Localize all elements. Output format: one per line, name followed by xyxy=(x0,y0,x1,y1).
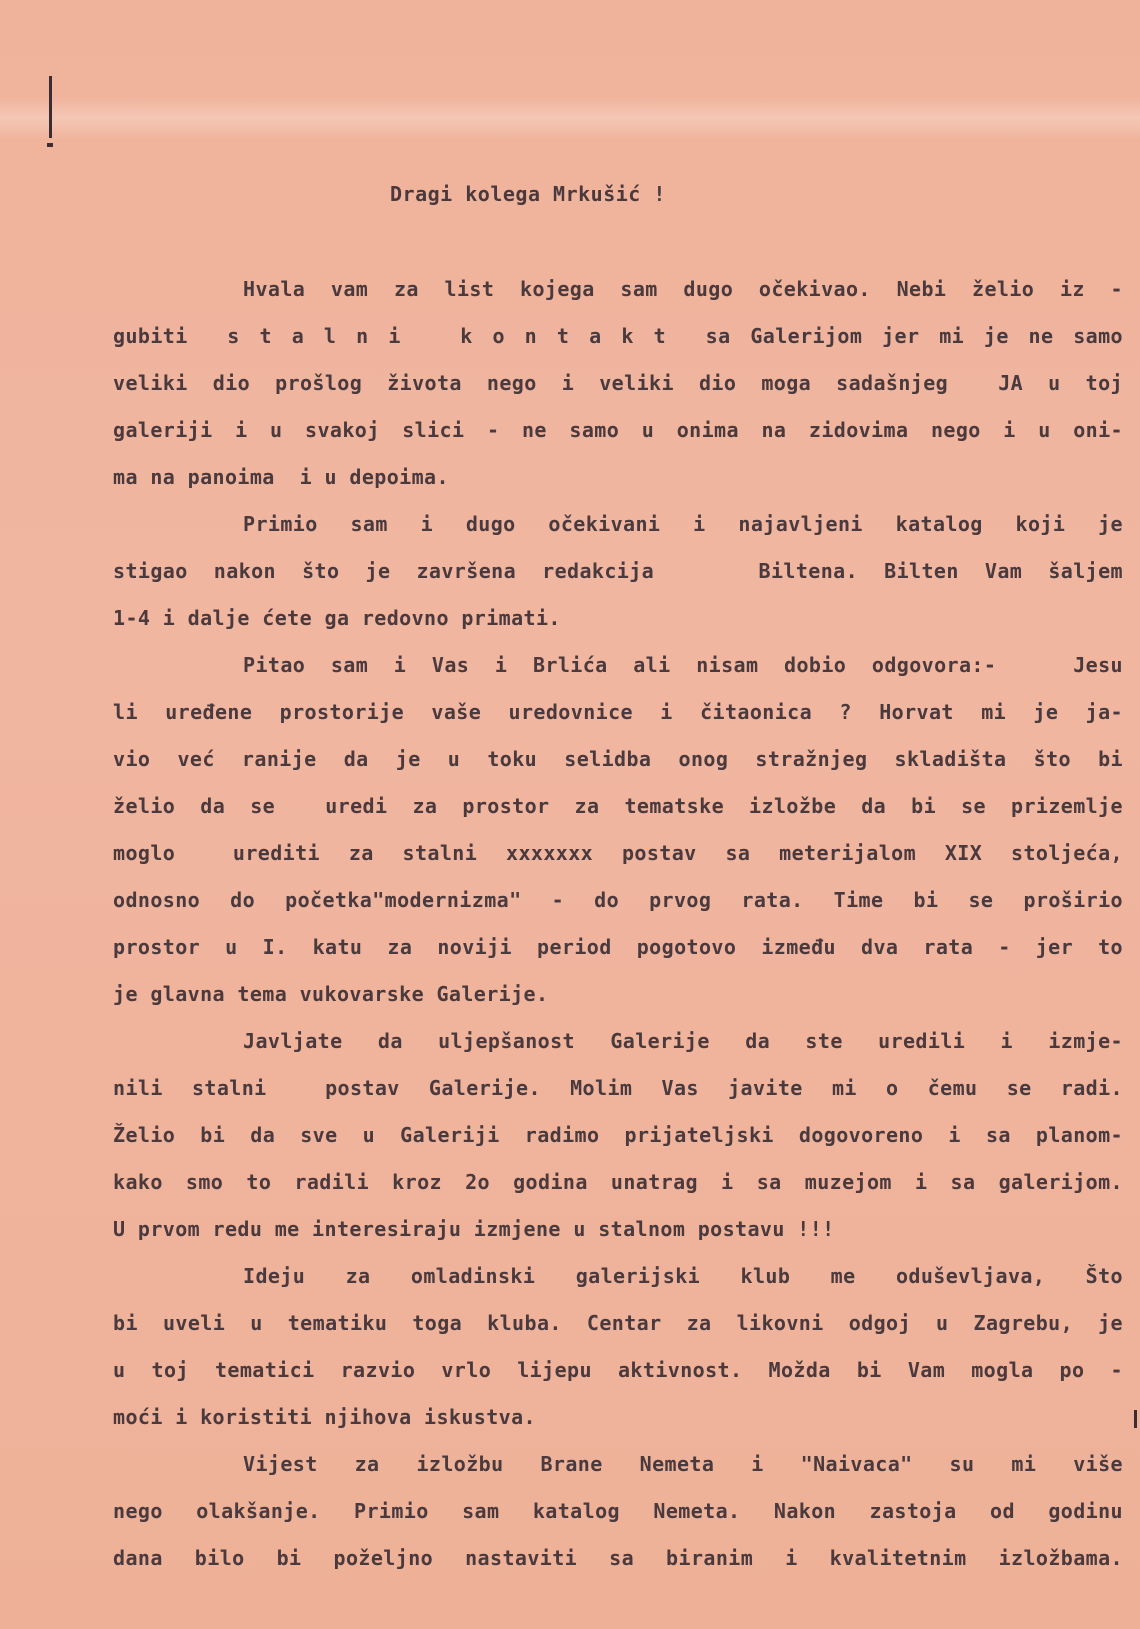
letter-line: bi uveli u tematiku toga kluba. Centar za likovni odgoj u Zagrebu, je xyxy=(113,1311,1123,1335)
salutation: Dragi kolega Mrkušić ! xyxy=(390,182,666,206)
letter-line: nili stalni postav Galerije. Molim Vas javite mi o čemu se radi. xyxy=(113,1076,1123,1100)
letter-line: Primio sam i dugo očekivani i najavljeni katalog koji je xyxy=(243,512,1123,536)
letter-line: moći i koristiti njihova iskustva. xyxy=(113,1405,536,1429)
letter-line: veliki dio prošlog života nego i veliki dio moga sadašnjeg JA u toj xyxy=(113,371,1123,395)
letter-line: galeriji i u svakoj slici - ne samo u onima na zidovima nego i u oni- xyxy=(113,418,1123,442)
letter-line: nego olakšanje. Primio sam katalog Nemeta. Nakon zastoja od godinu xyxy=(113,1499,1123,1523)
letter-line: vio već ranije da je u toku selidba onog stražnjeg skladišta što bi xyxy=(113,747,1123,771)
letter-line: Vijest za izložbu Brane Nemeta i "Naivaca" su mi više xyxy=(243,1452,1123,1476)
letter-line: Ideju za omladinski galerijski klub me oduševljava, Što xyxy=(243,1264,1123,1288)
letter-body xyxy=(113,266,1123,1582)
letter-line: dana bilo bi poželjno nastaviti sa biranim i kvalitetnim izložbama. xyxy=(113,1546,1123,1570)
margin-edge-mark xyxy=(1134,1410,1137,1428)
letter-line: je glavna tema vukovarske Galerije. xyxy=(113,982,549,1006)
letter-line: stigao nakon što je završena redakcija Biltena. Bilten Vam šaljem xyxy=(113,559,1123,583)
letter-line: odnosno do početka"modernizma" - do prvog rata. Time bi se proširio xyxy=(113,888,1123,912)
letter-line: Javljate da uljepšanost Galerije da ste uredili i izmje- xyxy=(243,1029,1123,1053)
letter-line: želio da se uredi za prostor za tematske izložbe da bi se prizemlje xyxy=(113,794,1123,818)
paper-fold-band xyxy=(0,96,1140,140)
letter-line: 1-4 i dalje ćete ga redovno primati. xyxy=(113,606,561,630)
letter-line: U prvom redu me interesiraju izmjene u stalnom postavu !!! xyxy=(113,1217,835,1241)
letter-line: gubiti s t a l n i k o n t a k t sa Galerijom jer mi je ne samo xyxy=(113,324,1123,348)
margin-dot xyxy=(47,143,53,147)
letter-line: prostor u I. katu za noviji period pogotovo između dva rata - jer to xyxy=(113,935,1123,959)
letter-line: li uređene prostorije vaše uredovnice i čitaonica ? Horvat mi je ja- xyxy=(113,700,1123,724)
letter-line: kako smo to radili kroz 2o godina unatrag i sa muzejom i sa galerijom. xyxy=(113,1170,1123,1194)
letter-line: Hvala vam za list kojega sam dugo očekivao. Nebi želio iz - xyxy=(243,277,1123,301)
letter-line: ma na panoima i u depoima. xyxy=(113,465,449,489)
letter-line: Želio bi da sve u Galeriji radimo prijateljski dogovoreno i sa planom- xyxy=(113,1123,1123,1147)
letter-line: u toj tematici razvio vrlo lijepu aktivnost. Možda bi Vam mogla po - xyxy=(113,1358,1123,1382)
letter-line: Pitao sam i Vas i Brlića ali nisam dobio odgovora:- Jesu xyxy=(243,653,1123,677)
margin-mark xyxy=(49,76,52,138)
letter-line: moglo urediti za stalni xxxxxxx postav sa meterijalom XIX stoljeća, xyxy=(113,841,1123,865)
